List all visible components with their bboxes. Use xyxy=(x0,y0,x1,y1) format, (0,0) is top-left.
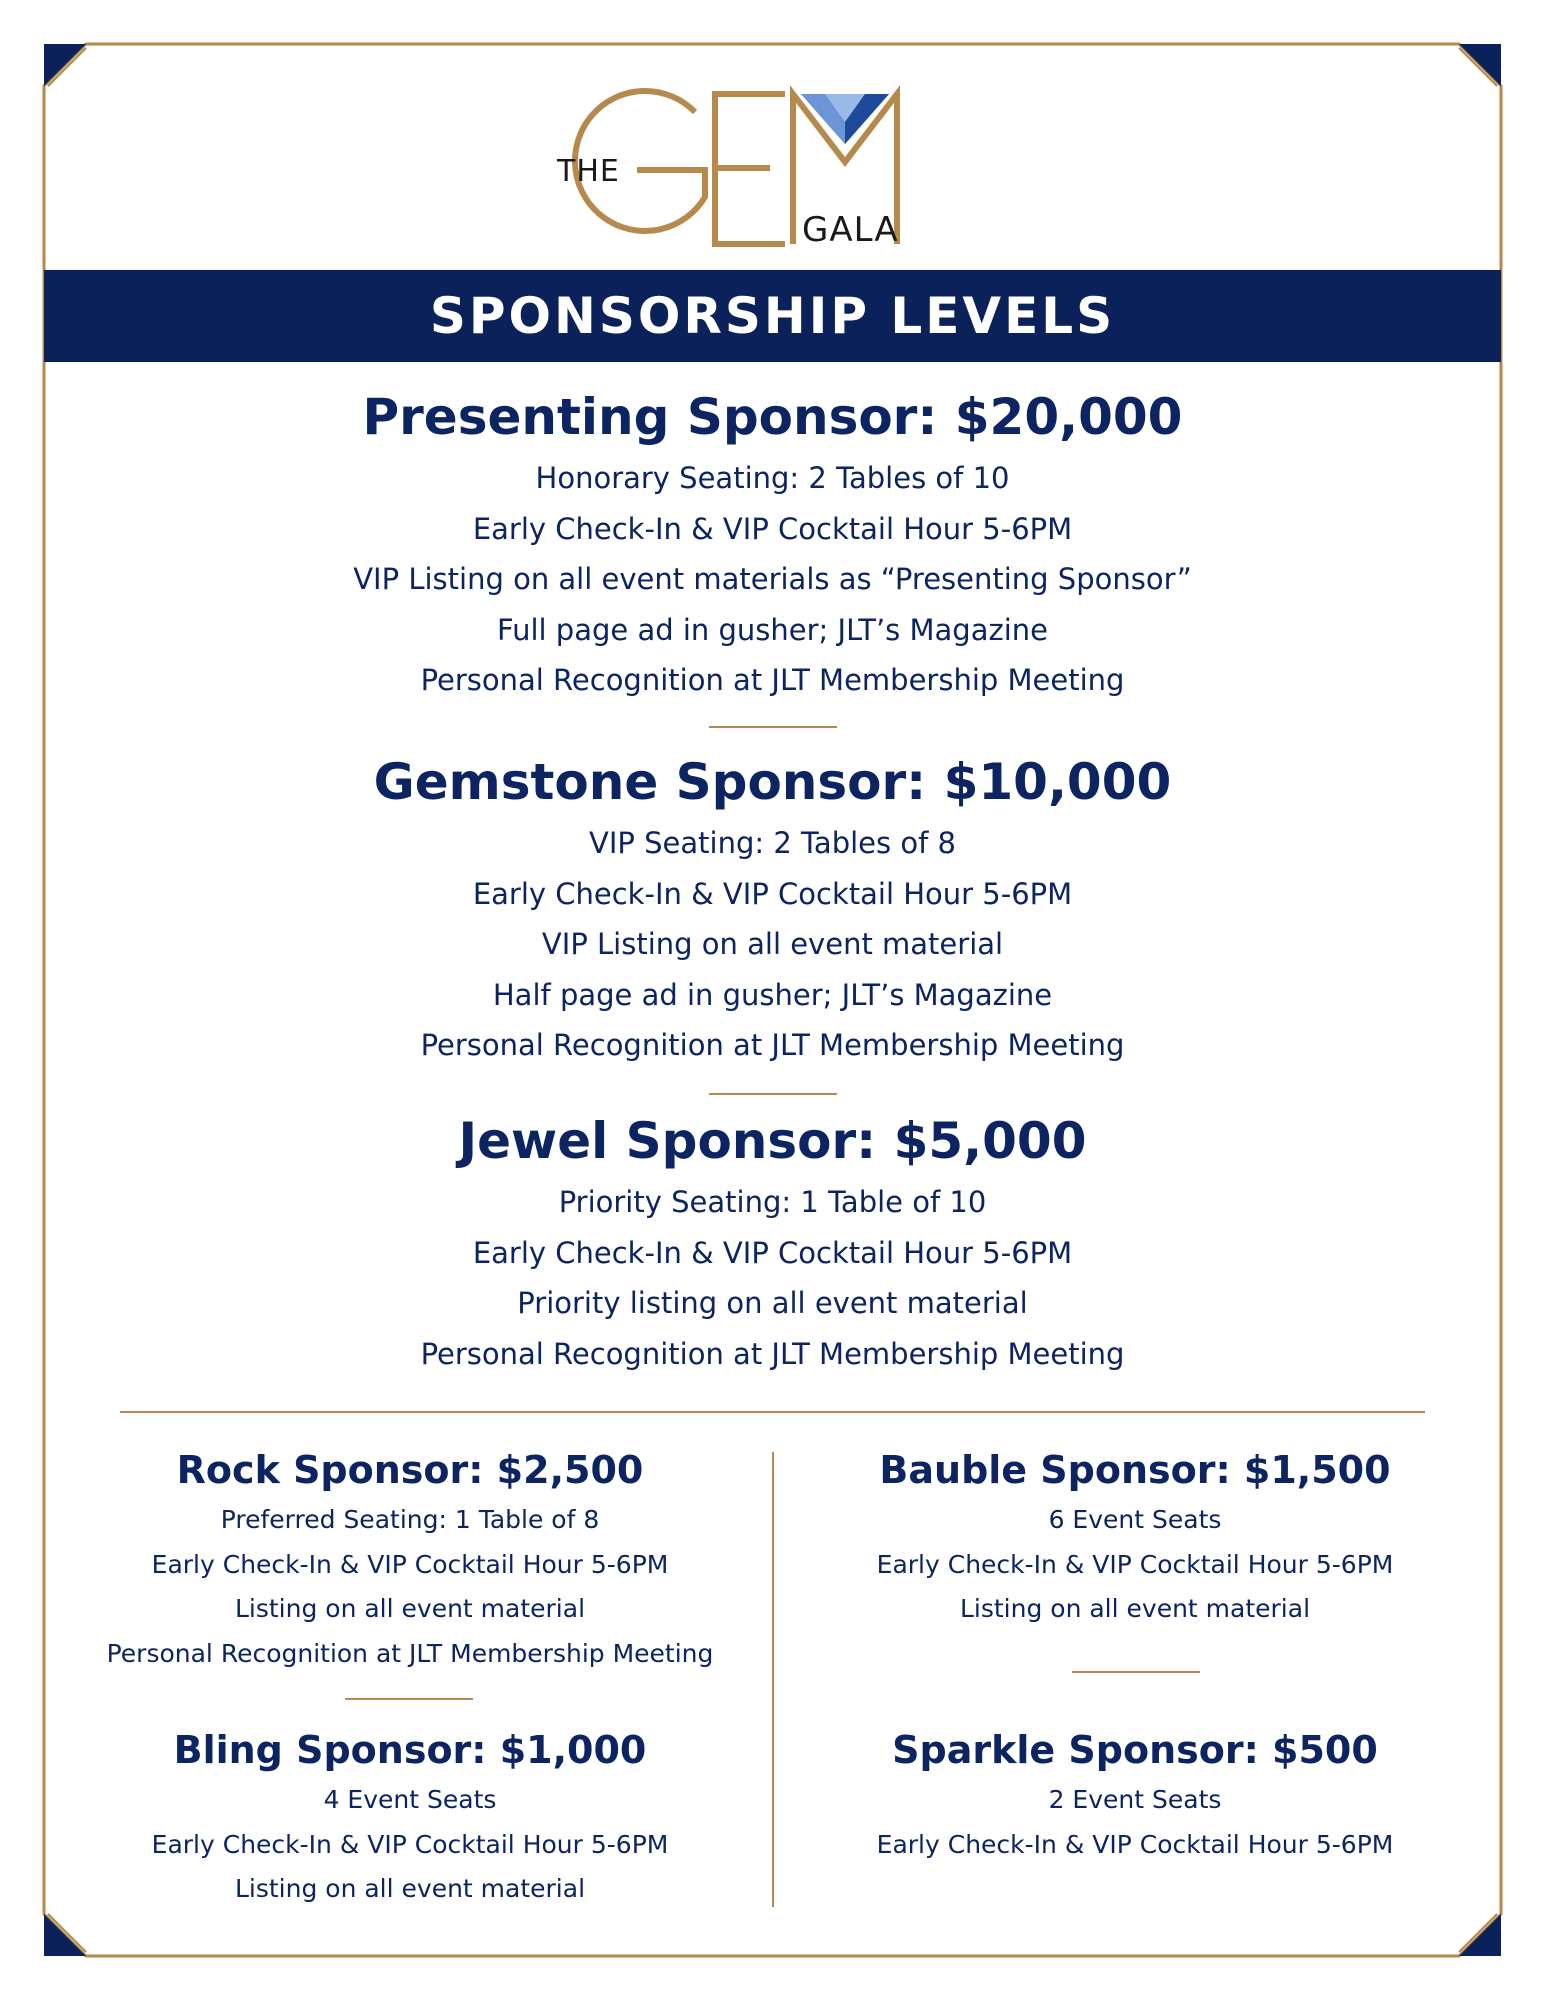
benefit-item: Early Check-In & VIP Cocktail Hour 5-6PM xyxy=(472,876,1073,911)
benefit-item: Full page ad in gusher; JLT’s Magazine xyxy=(497,612,1048,647)
benefit-item: Personal Recognition at JLT Membership Meeting xyxy=(420,1028,1125,1062)
benefit-item: 2 Event Seats xyxy=(1048,1785,1222,1814)
benefit-item: Priority listing on all event material xyxy=(517,1286,1028,1320)
tier-title-rock: Rock Sponsor: $2,500 xyxy=(176,1448,644,1492)
benefit-item: Early Check-In & VIP Cocktail Hour 5-6PM xyxy=(151,1549,669,1579)
benefit-item: Listing on all event material xyxy=(234,1874,586,1903)
benefit-item: Priority Seating: 1 Table of 10 xyxy=(558,1185,987,1219)
tier-benefits-bauble xyxy=(790,1498,1480,1632)
benefit-item: Early Check-In & VIP Cocktail Hour 5-6PM xyxy=(151,1829,669,1859)
benefit-item: Listing on all event material xyxy=(959,1594,1311,1623)
benefit-item: Personal Recognition at JLT Membership Meeting xyxy=(106,1638,714,1668)
divider-long xyxy=(120,1411,1425,1413)
tier-benefits-presenting xyxy=(0,453,1545,706)
benefit-item: Half page ad in gusher; JLT’s Magazine xyxy=(492,977,1053,1012)
tier-title-presenting: Presenting Sponsor: $20,000 xyxy=(362,388,1183,446)
benefit-item: Early Check-In & VIP Cocktail Hour 5-6PM xyxy=(876,1829,1394,1859)
tier-title-bling: Bling Sponsor: $1,000 xyxy=(173,1728,647,1772)
divider-short xyxy=(709,1093,837,1095)
benefit-item: Personal Recognition at JLT Membership Meeting xyxy=(420,1336,1125,1371)
benefit-item: Early Check-In & VIP Cocktail Hour 5-6PM xyxy=(472,511,1073,546)
tier-benefits-jewel xyxy=(0,1177,1545,1379)
banner-title: SPONSORSHIP LEVELS xyxy=(429,287,1116,345)
logo-gala: GALA xyxy=(802,210,899,250)
tier-benefits-bling xyxy=(60,1778,760,1912)
benefit-item: Early Check-In & VIP Cocktail Hour 5-6PM xyxy=(472,1235,1073,1270)
tier-benefits-rock xyxy=(60,1498,760,1676)
logo-the: THE xyxy=(557,154,620,189)
corner-top-left xyxy=(44,44,86,86)
benefit-item: Early Check-In & VIP Cocktail Hour 5-6PM xyxy=(876,1549,1394,1579)
corner-bottom-right xyxy=(1459,1914,1501,1956)
tier-benefits-sparkle xyxy=(790,1778,1480,1867)
divider-short xyxy=(1072,1671,1200,1673)
benefit-item: Listing on all event material xyxy=(234,1594,586,1623)
sponsorship-levels-banner xyxy=(44,270,1501,362)
tier-title-sparkle: Sparkle Sponsor: $500 xyxy=(892,1728,1378,1772)
benefit-item: Personal Recognition at JLT Membership Meeting xyxy=(420,663,1125,697)
benefit-item: 6 Event Seats xyxy=(1048,1505,1222,1534)
divider-short xyxy=(345,1698,473,1700)
tier-title-bauble: Bauble Sponsor: $1,500 xyxy=(879,1448,1391,1492)
benefit-item: Honorary Seating: 2 Tables of 10 xyxy=(535,461,1010,495)
benefit-item: VIP Seating: 2 Tables of 8 xyxy=(589,826,956,860)
benefit-item: VIP Listing on all event material xyxy=(541,927,1004,961)
tier-benefits-gemstone xyxy=(0,818,1545,1071)
tier-title-gemstone: Gemstone Sponsor: $10,000 xyxy=(373,753,1172,811)
benefit-item: VIP Listing on all event materials as “Presenting Sponsor” xyxy=(353,562,1192,596)
column-divider xyxy=(772,1452,774,1907)
divider-short xyxy=(709,726,837,728)
tier-title-jewel: Jewel Sponsor: $5,000 xyxy=(458,1112,1087,1170)
gem-gala-logo xyxy=(545,82,1015,252)
benefit-item: 4 Event Seats xyxy=(323,1785,497,1814)
benefit-item: Preferred Seating: 1 Table of 8 xyxy=(220,1505,600,1534)
